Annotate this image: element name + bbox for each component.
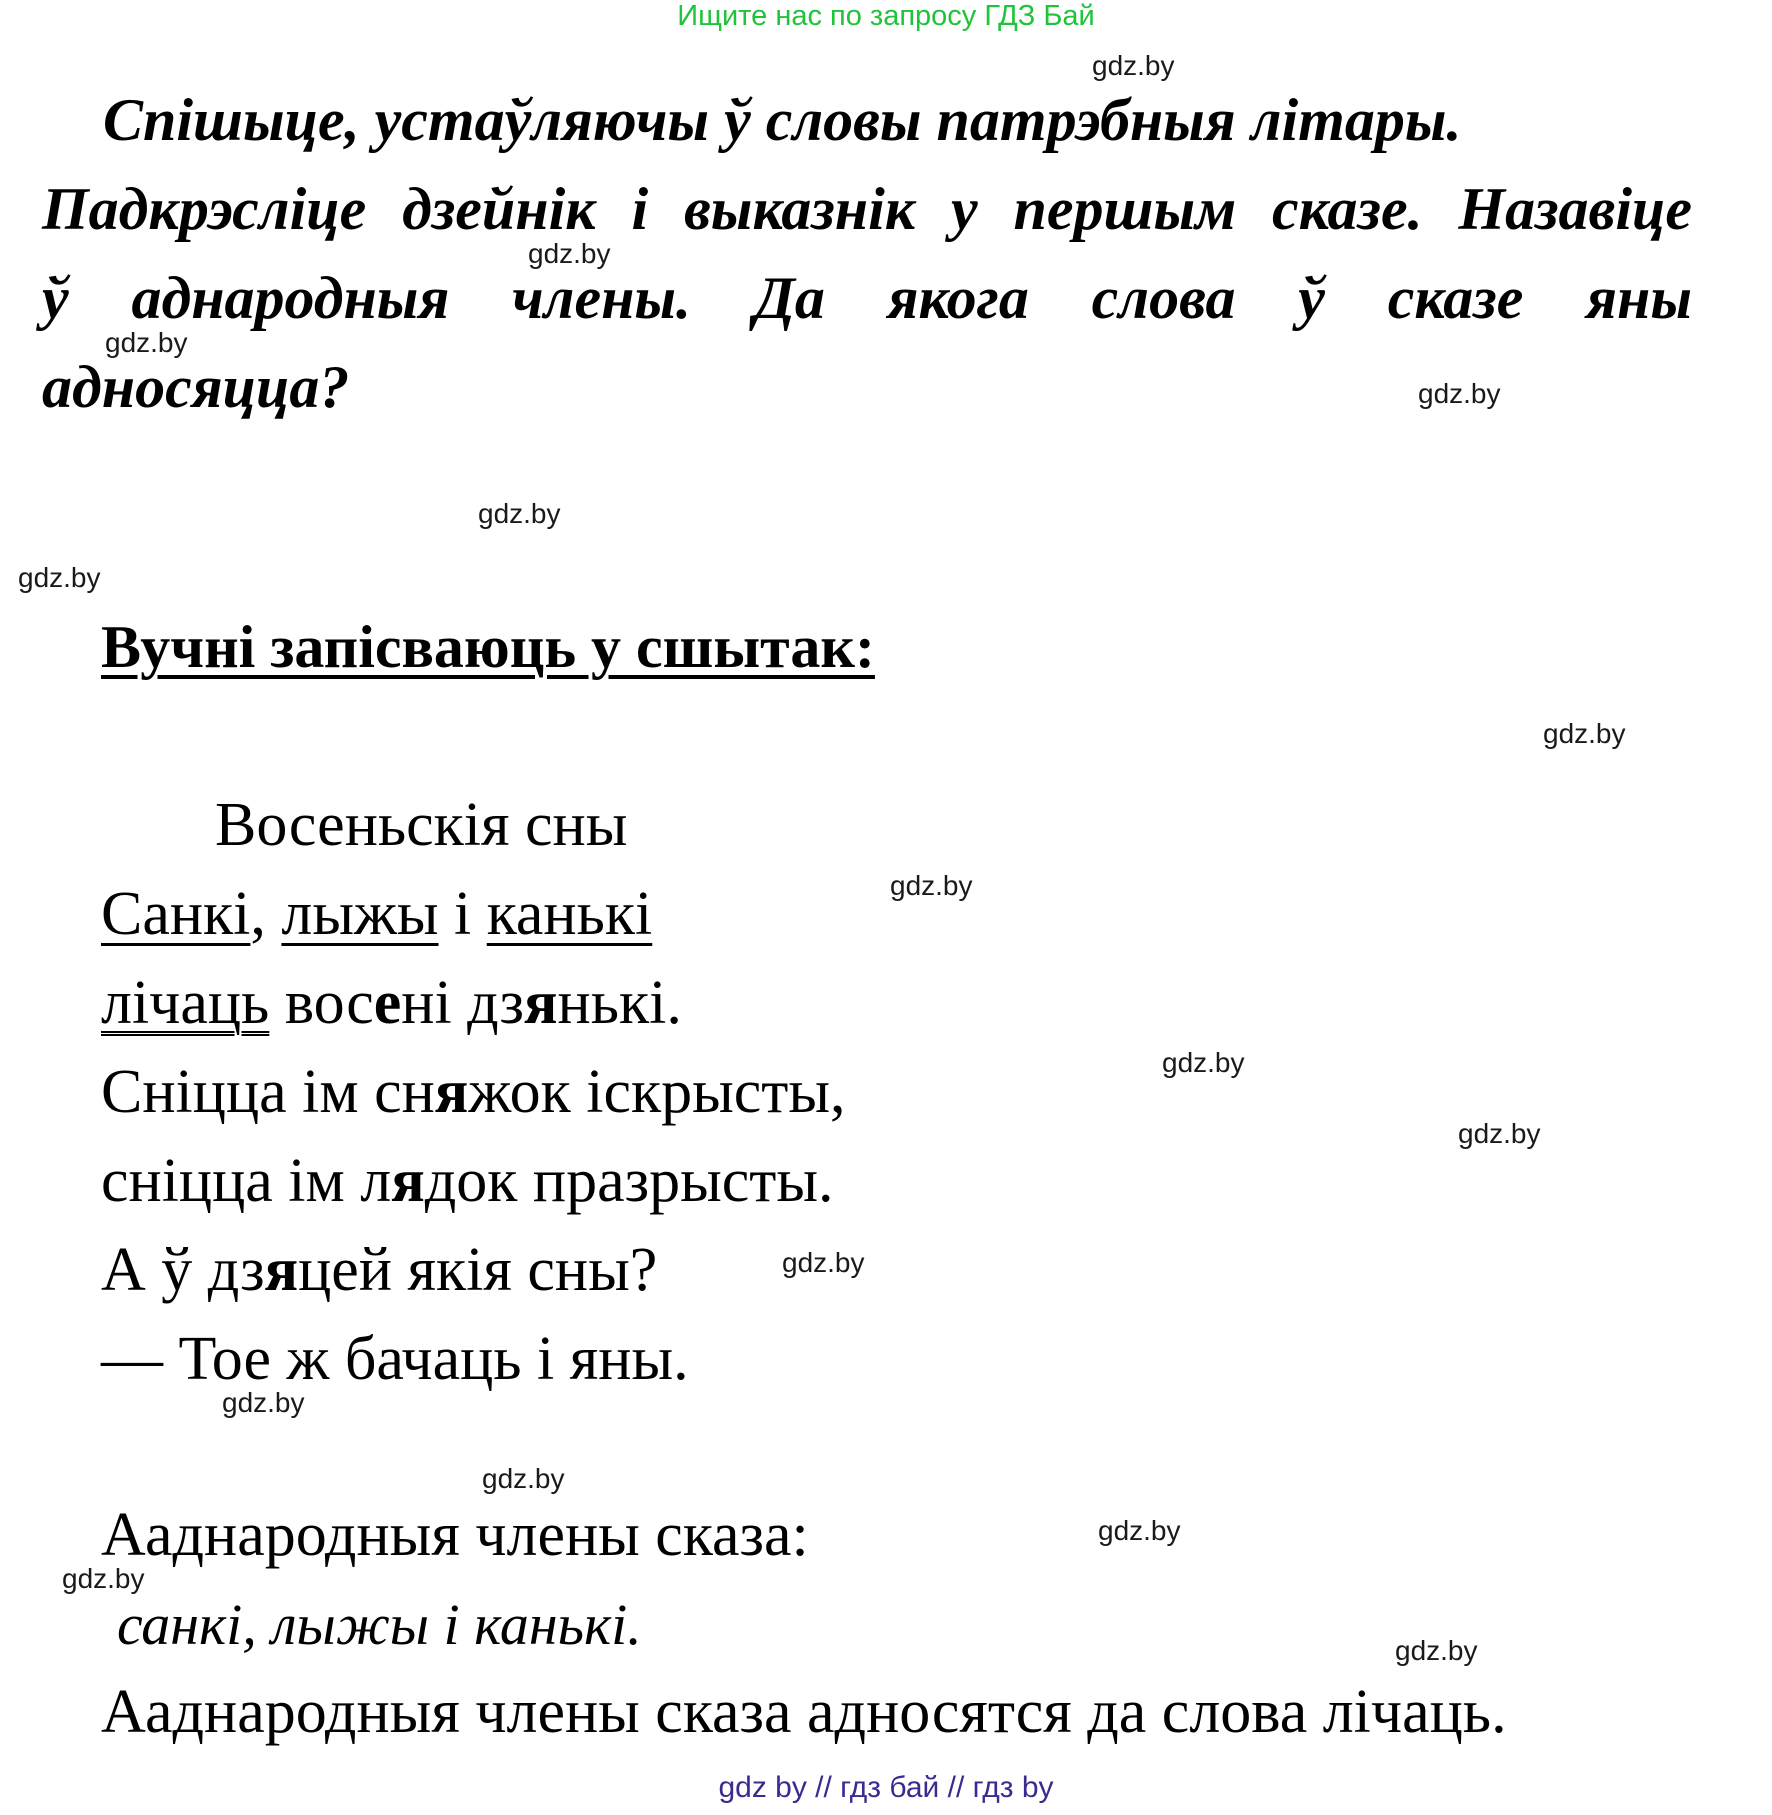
watermark: gdz.by [62, 1563, 145, 1594]
watermark: gdz.by [482, 1463, 565, 1494]
text-fragment: ні дз [401, 969, 524, 1037]
watermark: gdz.by [1395, 1635, 1478, 1666]
text-fragment: Сніцца ім сн [101, 1058, 435, 1126]
watermark: gdz.by [1418, 378, 1501, 409]
answer-line-3: Ааднародныя члены сказа адносятся да слова лічаць. [101, 1678, 1507, 1746]
poem-title: Восеньскія сны [215, 791, 628, 859]
watermark: gdz.by [528, 238, 611, 269]
watermark: gdz.by [782, 1247, 865, 1278]
task-line-4: адносяцца? [42, 354, 350, 420]
watermark: gdz.by [1098, 1515, 1181, 1546]
text-fragment: жок іскрысты, [468, 1058, 846, 1126]
poem-line-6: — Тое ж бачаць і яны. [101, 1325, 689, 1393]
text-fragment: нькі. [557, 969, 682, 1037]
watermark: gdz.by [1458, 1118, 1541, 1149]
watermark: gdz.by [890, 870, 973, 901]
watermark: gdz.by [222, 1387, 305, 1418]
watermark: gdz.by [105, 327, 188, 358]
task-line-2: Падкрэсліце дзейнік і выказнік у першым сказе. Назавіце [42, 176, 1692, 242]
subject-word: канькі [486, 880, 653, 948]
inserted-letter: я [523, 969, 558, 1037]
inserted-letter: я [391, 1147, 425, 1215]
text-fragment: цей якія сны? [298, 1236, 658, 1304]
subject-word: лыжы [281, 880, 439, 948]
inserted-letter: я [264, 1236, 299, 1304]
text-fragment: вос [269, 969, 374, 1037]
text-fragment: сніцца ім л [101, 1147, 392, 1215]
separator: , [250, 880, 282, 948]
section-heading: Вучні запісваюць у сшытак: [101, 614, 875, 680]
answer-line-2: санкі, лыжы і канькі. [117, 1592, 642, 1657]
text-fragment: док празрысты. [424, 1147, 834, 1215]
task-line-3: ў аднародныя члены. Да якога слова ў сказе яны [42, 265, 1692, 331]
answer-line-1: Ааднародныя члены сказа: [101, 1501, 809, 1569]
task-line-1: Спішыце, устаўляючы ў словы патрэбныя літары. [103, 87, 1462, 153]
poem-line-4 [101, 1146, 834, 1217]
watermark: gdz.by [1092, 50, 1175, 81]
top-banner[interactable]: Ищите нас по запросу ГДЗ Бай [677, 0, 1095, 32]
watermark: gdz.by [478, 498, 561, 529]
poem-line-3 [101, 1057, 846, 1128]
separator: і [438, 880, 487, 948]
inserted-letter: я [434, 1058, 469, 1126]
text-fragment: А ў дз [101, 1236, 265, 1304]
poem-line-2 [101, 968, 682, 1039]
poem-line-5 [101, 1235, 657, 1306]
watermark: gdz.by [1162, 1047, 1245, 1078]
footer-links[interactable]: gdz by // гдз бай // гдз by [718, 1771, 1054, 1804]
inserted-letter: е [373, 969, 402, 1037]
watermark: gdz.by [18, 562, 101, 593]
poem-line-1 [101, 879, 652, 950]
watermark: gdz.by [1543, 718, 1626, 749]
predicate-word: лічаць [101, 969, 270, 1037]
subject-word: Санкі [101, 880, 251, 948]
